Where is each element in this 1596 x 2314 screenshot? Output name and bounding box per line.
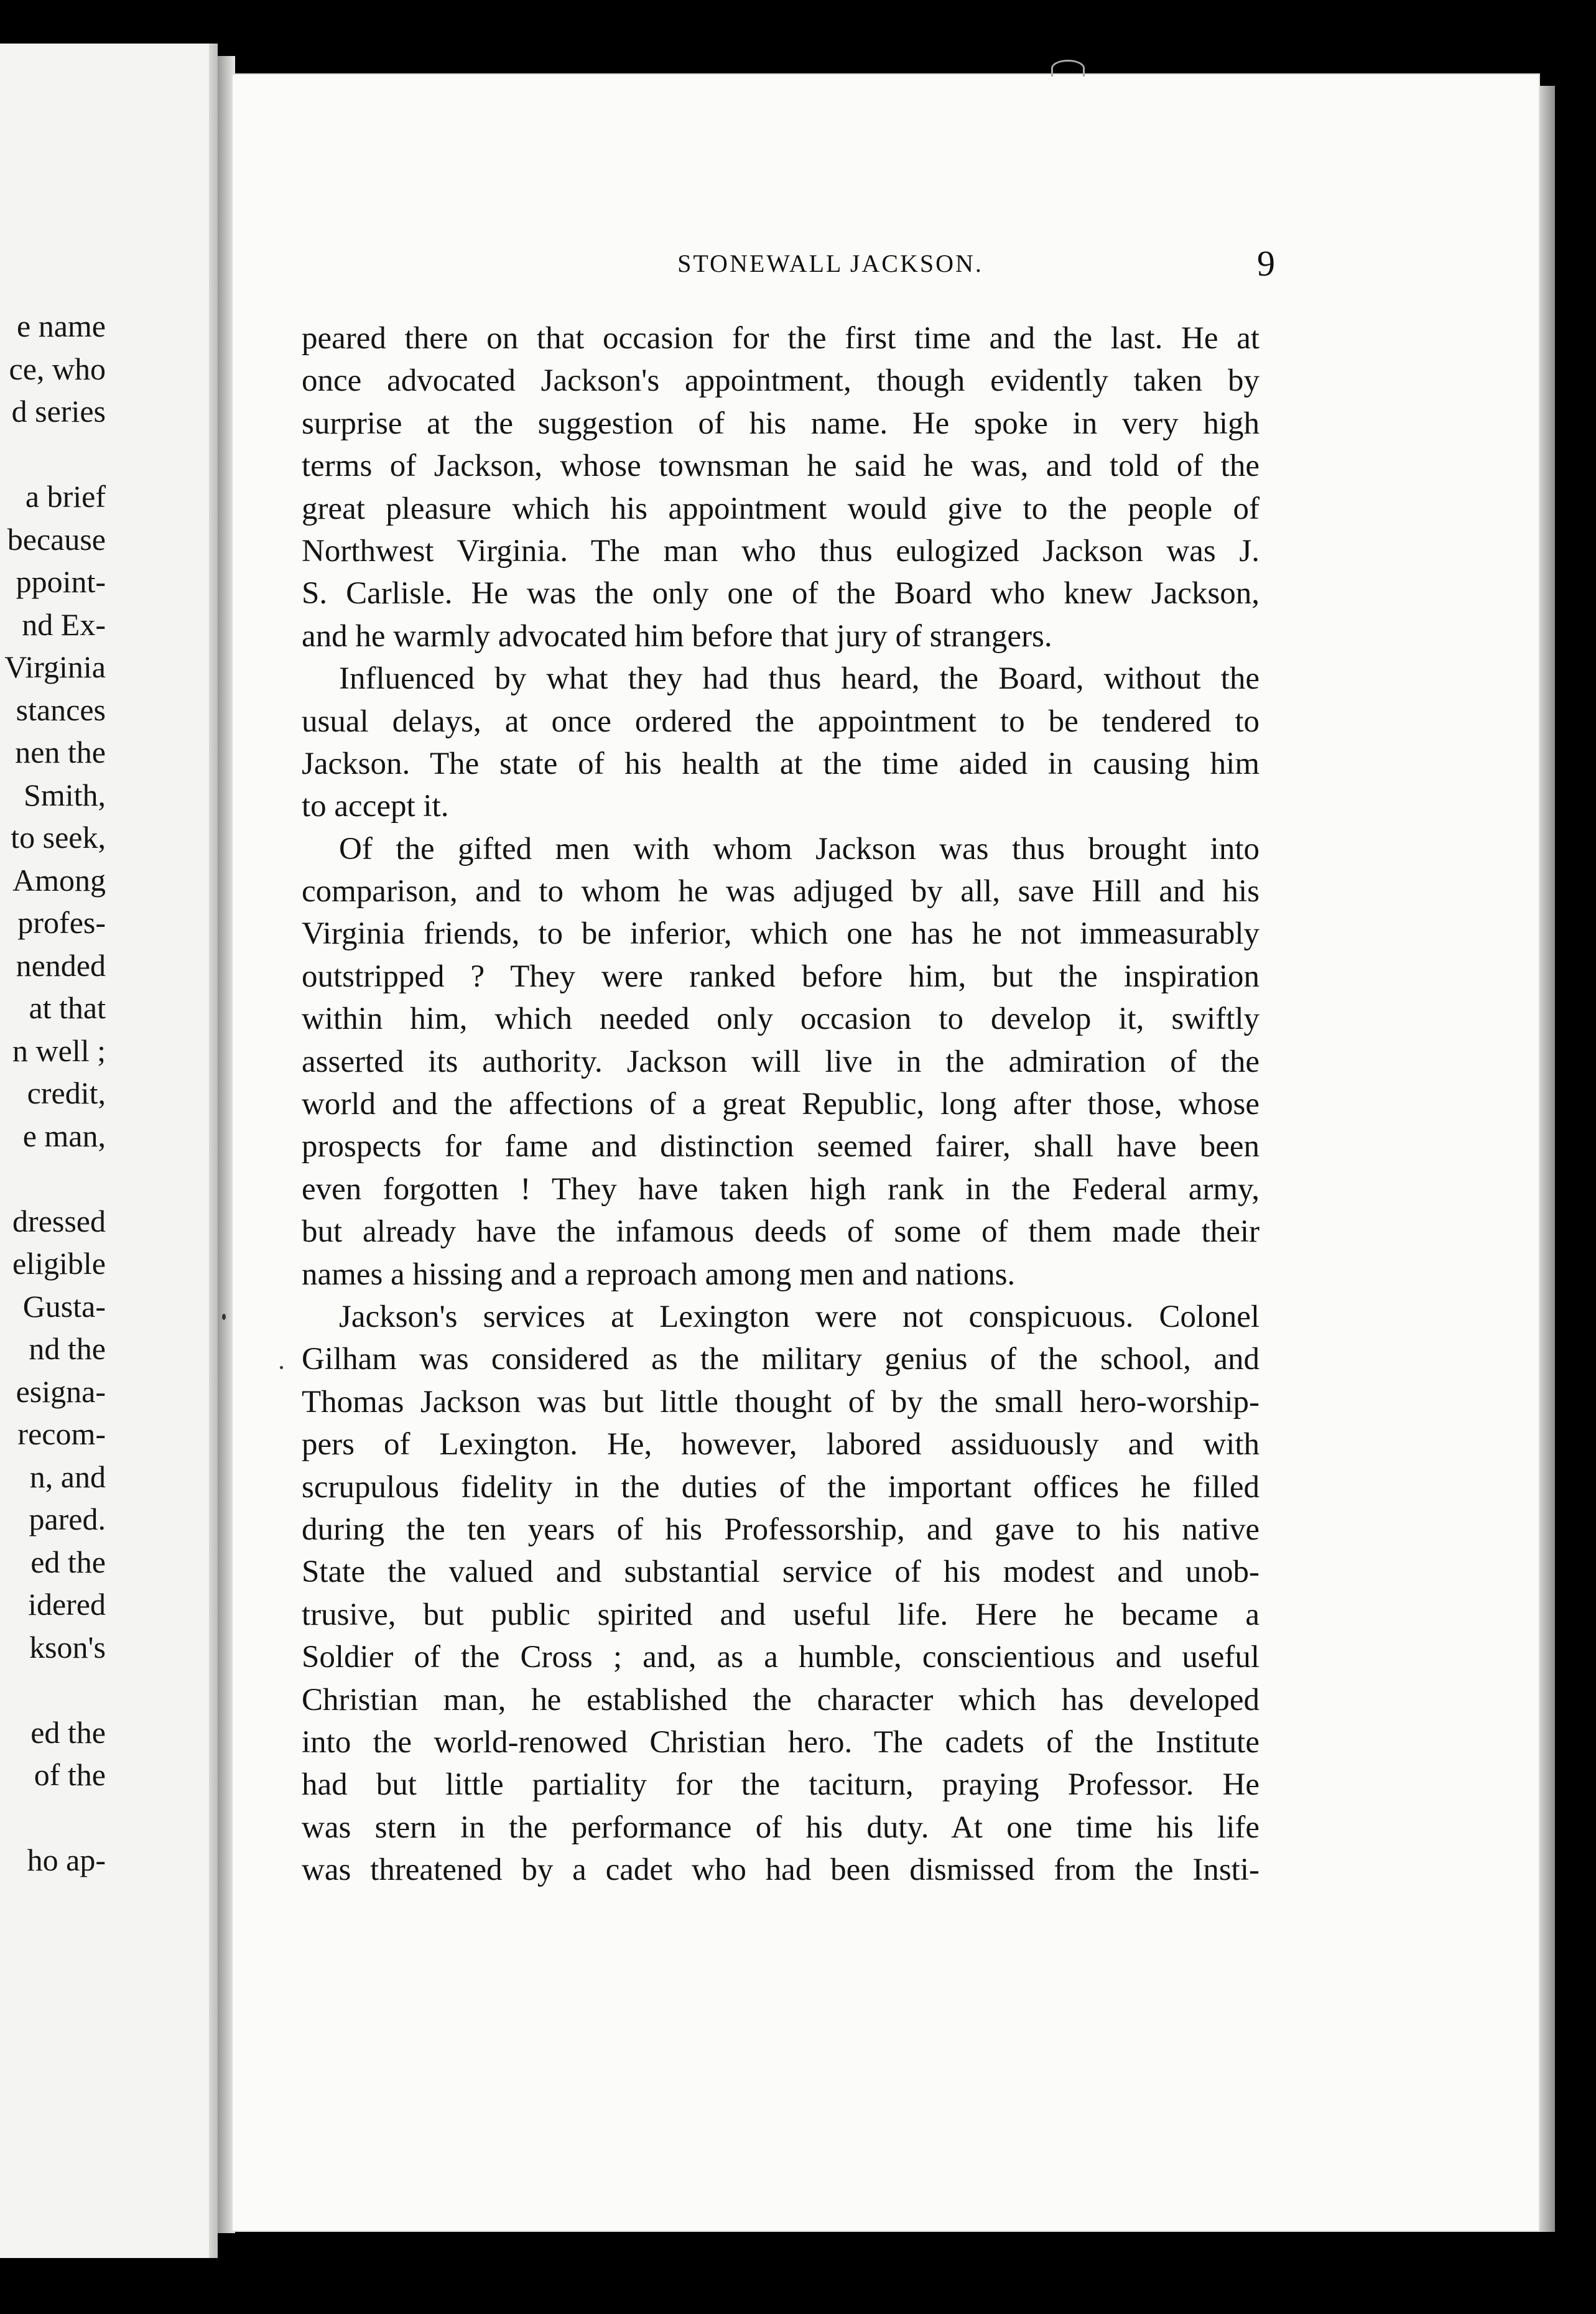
facing-page-line bbox=[0, 1157, 106, 1200]
facing-page-edge bbox=[209, 44, 218, 2258]
facing-page-line: profes- bbox=[17, 905, 106, 940]
text-line: Gilham was considered as the military genius of the school, and bbox=[302, 1342, 1260, 1377]
facing-page-line: to seek, bbox=[11, 820, 106, 855]
text-line: names a hissing and a reproach among men and nations. bbox=[302, 1257, 1016, 1292]
text-line: Christian man, he established the character which has developed bbox=[302, 1682, 1260, 1717]
facing-page-line: ppoint- bbox=[16, 564, 106, 599]
library-stamp-mark bbox=[1051, 60, 1085, 77]
facing-page-line: nd the bbox=[29, 1331, 106, 1366]
text-line: was stern in the performance of his duty. At one time his life bbox=[302, 1810, 1260, 1845]
facing-page-line bbox=[0, 1668, 106, 1711]
ink-speck bbox=[280, 1366, 283, 1369]
facing-page-line: e name bbox=[17, 309, 106, 343]
facing-page-line: Gusta- bbox=[22, 1288, 106, 1324]
facing-page-line: stances bbox=[16, 692, 106, 727]
facing-page-line: esigna- bbox=[16, 1373, 106, 1409]
text-line: Thomas Jackson was but little thought of by the small hero-worship- bbox=[302, 1384, 1260, 1420]
paragraph bbox=[302, 317, 1260, 657]
facing-page-line: at that bbox=[29, 990, 106, 1025]
facing-page-line: nended bbox=[16, 947, 106, 983]
text-line: terms of Jackson, whose townsman he said he was, and told of the bbox=[302, 448, 1260, 484]
facing-page-line: Among bbox=[12, 862, 106, 898]
ink-speck bbox=[222, 1314, 226, 1320]
facing-page-line: credit, bbox=[27, 1076, 106, 1110]
facing-page-line: Smith, bbox=[24, 777, 106, 812]
facing-page-line: Virginia bbox=[4, 649, 106, 684]
page-edge bbox=[1540, 86, 1555, 2232]
text-line: Of the gifted men with whom Jackson was thus brought into bbox=[339, 831, 1260, 867]
facing-page-line: ed the bbox=[30, 1544, 106, 1579]
paragraph bbox=[302, 657, 1260, 828]
text-line: within him, which needed only occasion to develop it, swiftly bbox=[302, 1001, 1260, 1037]
paragraph bbox=[302, 828, 1260, 1296]
text-line: during the ten years of his Professorship, and gave to his native bbox=[302, 1512, 1260, 1547]
text-line: world and the affections of a great Republic, long after those, whose bbox=[302, 1087, 1260, 1122]
text-line: Northwest Virginia. The man who thus eulogized Jackson was J. bbox=[302, 533, 1260, 569]
text-line: great pleasure which his appointment would give to the people of bbox=[302, 491, 1260, 526]
facing-page-text bbox=[0, 305, 106, 1882]
running-head bbox=[386, 243, 1275, 292]
text-line: was threatened by a cadet who had been dismissed from the Insti- bbox=[302, 1852, 1260, 1888]
facing-page-line: recom- bbox=[17, 1416, 106, 1451]
facing-page-line: e man, bbox=[22, 1118, 106, 1153]
text-line: S. Carlisle. He was the only one of the Board who knew Jackson, bbox=[302, 576, 1260, 611]
facing-page-line: of the bbox=[34, 1757, 106, 1792]
facing-page-line: dressed bbox=[12, 1203, 106, 1238]
text-line: Influenced by what they had thus heard, the Board, without the bbox=[339, 661, 1260, 697]
text-line: scrupulous fidelity in the duties of the important offices he filled bbox=[302, 1469, 1260, 1505]
text-line: outstripped ? They were ranked before him, but the inspiration bbox=[302, 959, 1260, 994]
facing-page-line: eligible bbox=[12, 1246, 106, 1281]
facing-page-line: ce, who bbox=[9, 351, 106, 386]
text-line: State the valued and substantial service of his modest and unob- bbox=[302, 1554, 1260, 1590]
facing-page-line: pared. bbox=[29, 1502, 106, 1536]
facing-page bbox=[0, 44, 218, 2258]
text-line: prospects for fame and distinction seemed fairer, shall have been bbox=[302, 1129, 1260, 1164]
facing-page-line: because bbox=[7, 521, 106, 557]
text-line: pers of Lexington. He, however, labored assiduously and with bbox=[302, 1427, 1260, 1462]
text-line: Jackson. The state of his health at the time aided in causing him bbox=[302, 746, 1260, 781]
text-line: surprise at the suggestion of his name. He spoke in very high bbox=[302, 406, 1260, 441]
text-line: asserted its authority. Jackson will live in the admiration of the bbox=[302, 1044, 1260, 1079]
text-line: to accept it. bbox=[302, 789, 449, 824]
text-line: usual delays, at once ordered the appointment to be tendered to bbox=[302, 704, 1260, 739]
paragraph bbox=[302, 1296, 1260, 1891]
text-line: and he warmly advocated him before that jury of strangers. bbox=[302, 618, 1052, 654]
facing-page-line: nen the bbox=[15, 735, 106, 769]
facing-page-line: a brief bbox=[25, 479, 106, 514]
text-line: once advocated Jackson's appointment, though evidently taken by bbox=[302, 363, 1260, 399]
text-line: peared there on that occasion for the first time and the last. He at bbox=[302, 321, 1260, 356]
facing-page-line bbox=[0, 1796, 106, 1839]
text-line: Jackson's services at Lexington were not conspicuous. Colonel bbox=[339, 1299, 1260, 1334]
facing-page-line: ed the bbox=[30, 1714, 106, 1750]
text-line: comparison, and to whom he was adjuged by all, save Hill and his bbox=[302, 874, 1260, 909]
running-head-title: STONEWALL JACKSON. bbox=[677, 249, 983, 277]
facing-page-line: n, and bbox=[29, 1459, 106, 1494]
text-line: into the world-renowed Christian hero. The cadets of the Institute bbox=[302, 1724, 1260, 1760]
page-number: 9 bbox=[1257, 243, 1275, 284]
facing-page-line: idered bbox=[28, 1587, 106, 1622]
text-line: Soldier of the Cross ; and, as a humble, conscientious and useful bbox=[302, 1640, 1260, 1675]
facing-page-line: n well ; bbox=[12, 1033, 106, 1068]
text-line: even forgotten ! They have taken high rank in the Federal army, bbox=[302, 1171, 1260, 1207]
text-line: but already have the infamous deeds of some of them made their bbox=[302, 1214, 1260, 1250]
text-line: trusive, but public spirited and useful life. Here he became a bbox=[302, 1597, 1260, 1632]
facing-page-line: ho ap- bbox=[27, 1842, 106, 1877]
facing-page-line bbox=[0, 433, 106, 476]
facing-page-line: nd Ex- bbox=[22, 606, 106, 642]
facing-page-line: kson's bbox=[29, 1629, 106, 1665]
text-line: had but little partiality for the taciturn, praying Professor. He bbox=[302, 1767, 1260, 1803]
facing-page-line: d series bbox=[11, 394, 106, 429]
text-line: Virginia friends, to be inferior, which one has he not immeasurably bbox=[302, 916, 1260, 952]
body-text bbox=[302, 317, 1260, 1891]
